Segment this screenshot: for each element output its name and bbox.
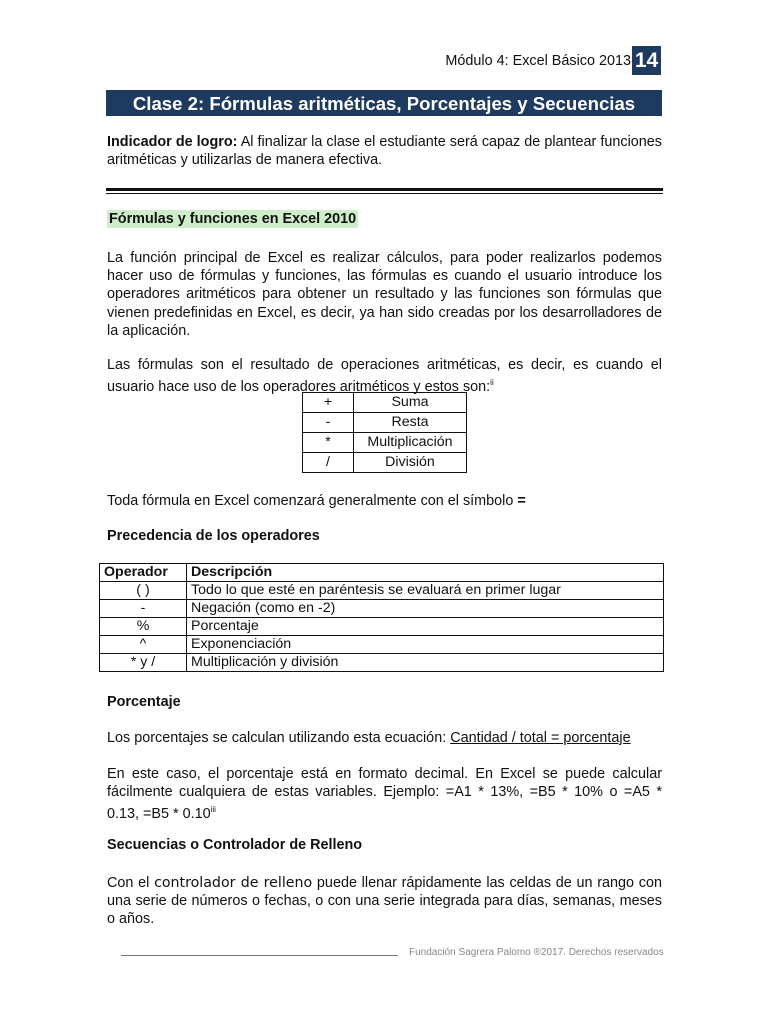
highlighted-heading: Fórmulas y funciones en Excel 2010 bbox=[109, 211, 357, 227]
table-row bbox=[303, 393, 467, 413]
table-row bbox=[100, 582, 664, 600]
operator-symbol: * bbox=[303, 433, 354, 453]
operator-symbol: + bbox=[303, 393, 354, 413]
paragraph-percentage-example bbox=[107, 765, 662, 824]
precedence-description: Porcentaje bbox=[187, 618, 664, 636]
equals-symbol: = bbox=[517, 493, 526, 509]
achievement-indicator bbox=[107, 133, 662, 169]
percentage-equation: Cantidad / total = porcentaje bbox=[450, 730, 631, 746]
precedence-operator: - bbox=[100, 600, 187, 618]
indicator-text: Al finalizar la clase el estudiante será capaz de plantear funciones aritméticas y utilizarlas de manera efectiva. bbox=[107, 134, 663, 169]
precedence-operator: % bbox=[100, 618, 187, 636]
table-row bbox=[100, 636, 664, 654]
precedence-table bbox=[99, 563, 664, 672]
percentage-example-text: En este caso, el porcentaje está en formato decimal. En Excel se puede calcular fácilmente cualquiera de estas variables. Ejemplo: =A1 * 13%, =B5 * 10% o =A5 * 0.13, =B5 * 0.10 bbox=[107, 766, 662, 823]
operator-symbol: - bbox=[303, 413, 354, 433]
fill-handle-start: Con el bbox=[107, 875, 155, 891]
formula-start-text: Toda fórmula en Excel comenzará generalmente con el símbolo bbox=[107, 493, 518, 509]
footnote-ref: iii bbox=[210, 805, 216, 815]
precedence-operator: ^ bbox=[100, 636, 187, 654]
table-row bbox=[303, 453, 467, 473]
table-header-row bbox=[100, 564, 664, 582]
equation-intro: Los porcentajes se calculan utilizando esta ecuación: bbox=[107, 730, 451, 746]
precedence-description: Negación (como en -2) bbox=[187, 600, 664, 618]
precedence-operator: ( ) bbox=[100, 582, 187, 600]
section-heading-formulas bbox=[107, 211, 358, 227]
divider-thin bbox=[106, 193, 663, 194]
table-row bbox=[100, 654, 664, 672]
operator-name: Suma bbox=[354, 393, 467, 413]
footnote-ref: ii bbox=[490, 378, 494, 388]
class-title: Clase 2: Fórmulas aritméticas, Porcentajes y Secuencias bbox=[106, 90, 662, 116]
operators-intro: Las fórmulas son el resultado de operaciones aritméticas, es decir, es cuando el usuario hace uso de los operadores aritméticos y estos son: bbox=[107, 357, 662, 396]
table-row bbox=[100, 600, 664, 618]
table-row bbox=[303, 433, 467, 453]
divider-thick bbox=[106, 188, 663, 191]
module-label: Módulo 4: Excel Básico 2013 bbox=[445, 53, 631, 69]
operator-name: División bbox=[354, 453, 467, 473]
paragraph-percentage-equation bbox=[107, 729, 662, 747]
footer-divider bbox=[121, 955, 398, 956]
paragraph-fill-handle bbox=[107, 874, 662, 929]
table-row bbox=[303, 413, 467, 433]
section-heading-percentage: Porcentaje bbox=[107, 694, 181, 710]
section-heading-precedence: Precedencia de los operadores bbox=[107, 528, 320, 544]
fill-handle-end: puede llenar rápidamente las celdas de un rango con una serie de números o fechas, o con una serie integrada para días, semanas, meses o años. bbox=[107, 875, 662, 928]
page-number: 14 bbox=[632, 46, 661, 75]
precedence-description: Todo lo que esté en paréntesis se evaluará en primer lugar bbox=[187, 582, 664, 600]
section-heading-sequences: Secuencias o Controlador de Relleno bbox=[107, 837, 363, 853]
precedence-description: Exponenciación bbox=[187, 636, 664, 654]
operator-name: Multiplicación bbox=[354, 433, 467, 453]
paragraph-operators bbox=[107, 356, 662, 396]
footer-copyright: Fundación Sagrera Palomo ®2017. Derechos reservados bbox=[409, 947, 664, 958]
operator-name: Resta bbox=[354, 413, 467, 433]
indicator-label: Indicador de logro: bbox=[107, 134, 238, 150]
precedence-operator: * y / bbox=[100, 654, 187, 672]
paragraph-functions: La función principal de Excel es realizar cálculos, para poder realizarlos podemos hacer uso de fórmulas y funciones, las fórmulas es cuando el usuario introduce los operadores aritméticos para obtener un resultado y las funciones son fórmulas que vienen predefinidas en Excel, es decir, ya han sido creadas por los desarrolladores de la aplicación. bbox=[107, 250, 662, 339]
fill-handle-term: controlador de relleno bbox=[154, 875, 313, 891]
precedence-description: Multiplicación y división bbox=[187, 654, 664, 672]
column-header-description: Descripción bbox=[187, 564, 664, 582]
table-row bbox=[100, 618, 664, 636]
operator-symbol: / bbox=[303, 453, 354, 473]
operators-table bbox=[302, 392, 467, 473]
column-header-operator: Operador bbox=[100, 564, 187, 582]
formula-start-sentence bbox=[107, 492, 662, 510]
